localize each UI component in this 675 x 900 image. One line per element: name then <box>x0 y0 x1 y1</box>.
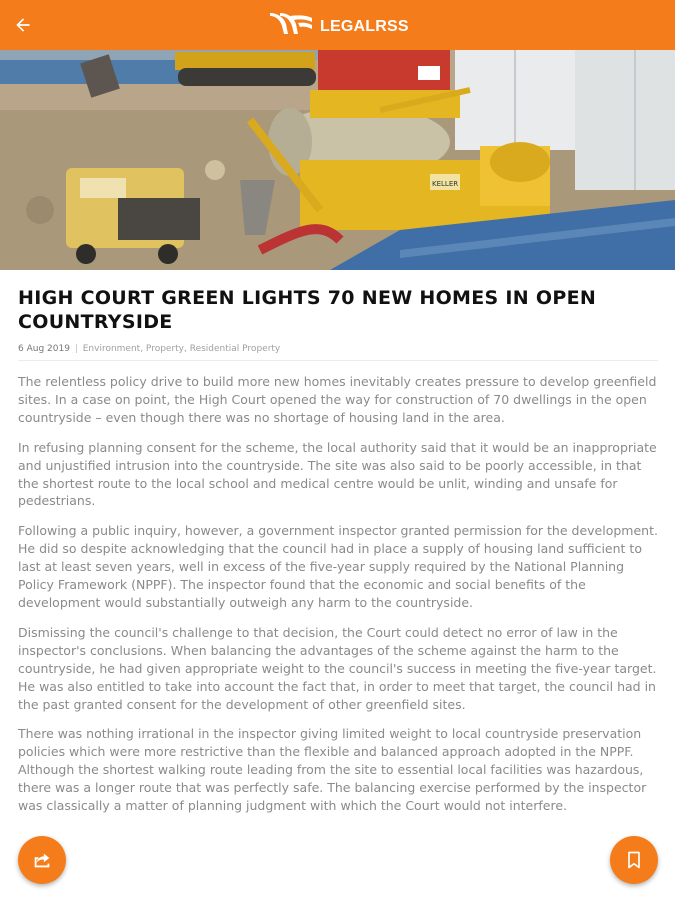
top-app-bar <box>0 0 675 50</box>
share-button[interactable] <box>18 836 66 884</box>
bookmark-icon <box>624 850 644 870</box>
share-icon <box>31 849 53 871</box>
brand-logo <box>268 10 409 40</box>
arrow-left-icon <box>13 15 33 35</box>
article-paragraph: Dismissing the council's challenge to that decision, the Court could detect no error of law in the inspector's conclusions. When balancing the advantages of the scheme against the harm to the countryside, he had given appropriate weight to the council's success in meeting the five-year target. He was also entitled to take into account the fact that, in order to meet that target, the council had in the past granted consent for the development of other greenfield sites. <box>18 624 657 712</box>
machine-sign-text: KELLER <box>432 180 459 188</box>
article-meta <box>18 344 658 361</box>
article-paragraph: There was nothing irrational in the inspector giving limited weight to local countryside preservation policies which were more restrictive than the flexible and balanced approach adopted in the NPPF. Although the shortest walking route leading from the site to essential local facilities was hazardous, there was a longer route that was perfectly safe. The balancing exercise performed by the inspector was classically a matter of planning judgment with which the Court would not interfere. <box>18 726 647 814</box>
article-date: 6 Aug 2019 <box>18 344 70 354</box>
article-categories[interactable]: Environment, Property, Residential Property <box>82 344 281 354</box>
legalrss-logo-icon <box>268 12 314 38</box>
article-paragraph: In refusing planning consent for the scheme, the local authority said that it would be an inappropriate and unjustified intrusion into the countryside. The site was also said to be poorly accessible, in that the shortest route to the local school and medical centre would be unlit, winding and unsafe for pedestrians. <box>18 439 657 509</box>
brand-name: LEGALRSS <box>320 18 409 35</box>
article-paragraph: Following a public inquiry, however, a government inspector granted permission for the development. He did so despite acknowledging that the council had in place a supply of housing land sufficient to last at least seven years, well in excess of the five-year supply required by the National Planning Policy Framework (NPPF). The inspector found that the economic and social benefits of the development would substantially outweigh any harm to the countryside. <box>18 523 658 610</box>
construction-site-photo <box>0 50 675 270</box>
article <box>18 286 658 827</box>
bookmark-button[interactable] <box>610 836 658 884</box>
article-hero-image <box>0 50 675 270</box>
article-body <box>18 373 660 815</box>
back-button[interactable] <box>8 10 38 40</box>
article-title: HIGH COURT GREEN LIGHTS 70 NEW HOMES IN OPEN COUNTRYSIDE <box>18 287 597 333</box>
article-paragraph: The relentless policy drive to build more new homes inevitably creates pressure to develop greenfield sites. In a case on point, the High Court opened the way for construction of 70 dwellings in the open countryside – even though there was no shortage of housing land in the area. <box>18 374 657 425</box>
meta-separator: | <box>74 344 78 354</box>
